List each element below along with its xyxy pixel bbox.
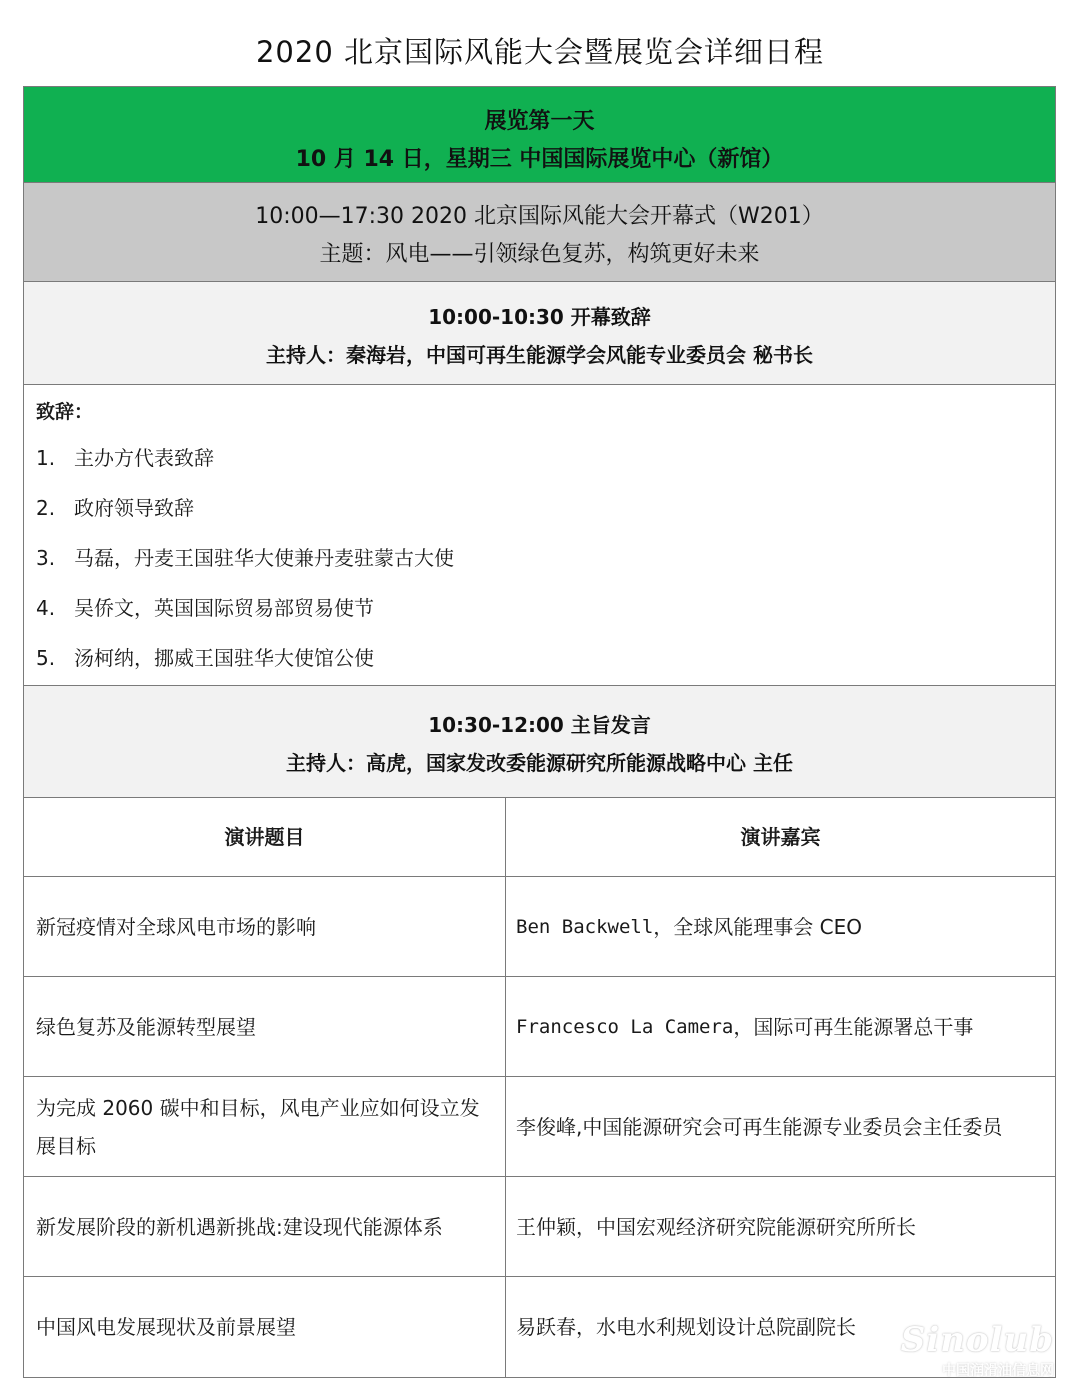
day-date-venue: 10 月 14 日，星期三 中国国际展览中心（新馆） (295, 147, 784, 172)
speaker-cell: Francesco La Camera ，国际可再生能源署总干事 (516, 1014, 974, 1039)
table-row (24, 977, 1055, 1077)
speaker-cell: 李俊峰,中国能源研究会可再生能源专业委员会主任委员 (516, 1114, 1003, 1139)
table-row (24, 877, 1055, 977)
session-time: 10:00-10:30 开幕致辞 (428, 305, 651, 329)
speech-list-heading: 致辞： (36, 401, 94, 423)
list-item: 4. 吴侨文，英国国际贸易部贸易使节 (36, 596, 374, 620)
topic-cell: 新发展阶段的新机遇新挑战:建设现代能源体系 (24, 1177, 506, 1276)
list-item: 3. 马磊，丹麦王国驻华大使兼丹麦驻蒙古大使 (36, 546, 454, 570)
speaker-cell: 易跃春，水电水利规划设计总院副院长 (516, 1315, 856, 1339)
watermark-logo (901, 1320, 1054, 1380)
session-host: 主持人：秦海岩，中国可再生能源学会风能专业委员会 秘书长 (266, 343, 813, 367)
day-title: 展览第一天 (484, 109, 595, 134)
session-host: 主持人：高虎，国家发改委能源研究所能源战略中心 主任 (286, 751, 793, 775)
speaker-cell: Ben Backwell ，全球风能理事会 CEO (516, 914, 862, 939)
watermark-site: 中国润滑油信息网 (942, 1363, 1054, 1379)
topic-cell: 中国风电发展现状及前景展望 (24, 1277, 506, 1377)
column-header-speaker: 演讲嘉宾 (740, 825, 821, 849)
watermark-brand: Sinolub (900, 1320, 1054, 1360)
topic-cell: 绿色复苏及能源转型展望 (24, 977, 506, 1076)
list-item: 1. 主办方代表致辞 (36, 446, 214, 470)
session-time: 10:30-12:00 主旨发言 (428, 713, 651, 737)
opening-time: 10:00—17:30 2020 北京国际风能大会开幕式（W201） (255, 204, 824, 229)
session-keynote (24, 686, 1055, 798)
speaker-cell: 王仲颖，中国宏观经济研究院能源研究所所长 (516, 1214, 916, 1239)
topic-cell: 新冠疫情对全球风电市场的影响 (24, 877, 506, 976)
opening-theme: 主题：风电——引领绿色复苏，构筑更好未来 (319, 242, 760, 267)
topic-cell: 为完成 2060 碳中和目标，风电产业应如何设立发展目标 (24, 1077, 506, 1176)
list-item: 5. 汤柯纳，挪威王国驻华大使馆公使 (36, 646, 374, 670)
schedule-table (23, 86, 1056, 1378)
speech-list (24, 385, 1055, 686)
opening-ceremony (24, 183, 1055, 282)
day-header (24, 87, 1055, 183)
session-opening-speech (24, 282, 1055, 385)
table-row (24, 1077, 1055, 1177)
page-title: 2020 北京国际风能大会暨展览会详细日程 (255, 35, 825, 69)
table-row (24, 1177, 1055, 1277)
table-header-row (24, 798, 1055, 877)
column-header-topic: 演讲题目 (24, 798, 506, 876)
list-item: 2. 政府领导致辞 (36, 496, 194, 520)
